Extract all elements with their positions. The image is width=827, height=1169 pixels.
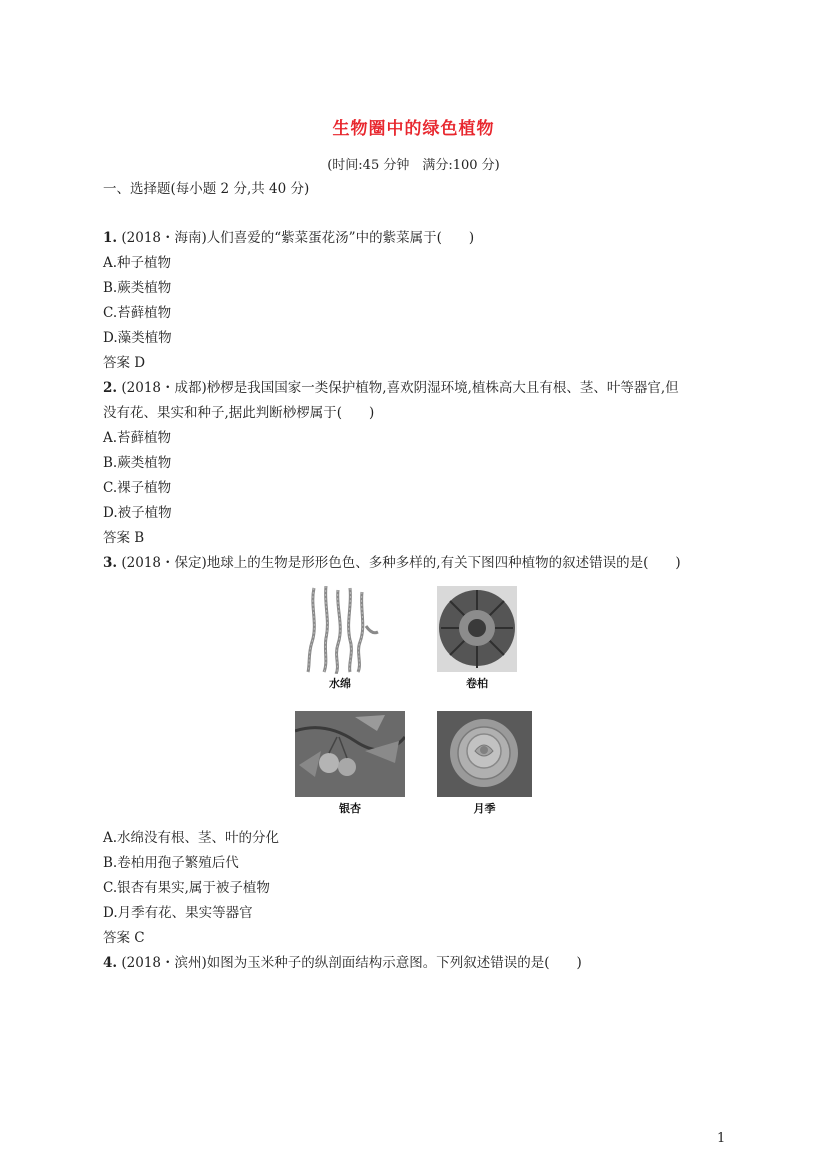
section-heading: 一、选择题(每小题 2 分,共 40 分) xyxy=(103,181,310,197)
question-3-option-b: B.卷柏用孢子繁殖后代 xyxy=(103,855,239,871)
question-3-option-c: C.银杏有果实,属于被子植物 xyxy=(103,880,270,896)
caption-rose: 月季 xyxy=(473,802,496,815)
question-3 xyxy=(103,554,681,572)
question-4 xyxy=(103,954,582,972)
question-3-text: (2018・保定)地球上的生物是形形色色、多种多样的,有关下图四种植物的叙述错误的是( ) xyxy=(117,555,681,571)
question-2-answer: 答案 B xyxy=(103,530,145,546)
question-4-number: 4. xyxy=(103,955,118,971)
question-2-option-d: D.被子植物 xyxy=(103,505,172,521)
question-1-answer: 答案 D xyxy=(103,355,146,371)
ginkgo-picture xyxy=(295,711,405,797)
caption-ginkgo: 银杏 xyxy=(339,802,361,815)
question-2 xyxy=(103,379,679,397)
question-1-option-c: C.苔藓植物 xyxy=(103,305,172,321)
page-number: 1 xyxy=(717,1131,726,1146)
question-1-option-a: A.种子植物 xyxy=(103,255,172,271)
question-1-option-b: B.蕨类植物 xyxy=(103,280,172,296)
question-2-text-line1: (2018・成都)桫椤是我国国家一类保护植物,喜欢阴湿环境,植株高大且有根、茎、叶等器官,但 xyxy=(117,380,679,396)
caption-spirogyra: 水绵 xyxy=(329,677,351,690)
caption-selaginella: 卷柏 xyxy=(466,677,488,690)
exam-info: (时间:45 分钟 满分:100 分) xyxy=(327,158,500,173)
question-2-option-a: A.苔藓植物 xyxy=(103,430,172,446)
selaginella-picture xyxy=(437,586,517,672)
question-1 xyxy=(103,229,474,247)
question-2-option-b: B.蕨类植物 xyxy=(103,455,172,471)
question-1-option-d: D.藻类植物 xyxy=(103,330,172,346)
page-title: 生物圈中的绿色植物 xyxy=(332,119,495,139)
question-1-number: 1. xyxy=(103,230,118,246)
question-2-text-line2: 没有花、果实和种子,据此判断桫椤属于( ) xyxy=(103,405,375,421)
question-2-number: 2. xyxy=(103,380,118,396)
question-3-option-a: A.水绵没有根、茎、叶的分化 xyxy=(103,830,280,846)
question-4-text: (2018・滨州)如图为玉米种子的纵剖面结构示意图。下列叙述错误的是( ) xyxy=(117,955,582,971)
question-3-option-d: D.月季有花、果实等器官 xyxy=(103,905,253,921)
rose-picture xyxy=(437,711,532,797)
question-1-text: (2018・海南)人们喜爱的“紫菜蛋花汤”中的紫菜属于( ) xyxy=(117,230,475,246)
question-3-number: 3. xyxy=(103,555,118,571)
question-2-option-c: C.裸子植物 xyxy=(103,480,172,496)
spirogyra-picture xyxy=(300,586,380,674)
question-3-answer: 答案 C xyxy=(103,930,145,946)
